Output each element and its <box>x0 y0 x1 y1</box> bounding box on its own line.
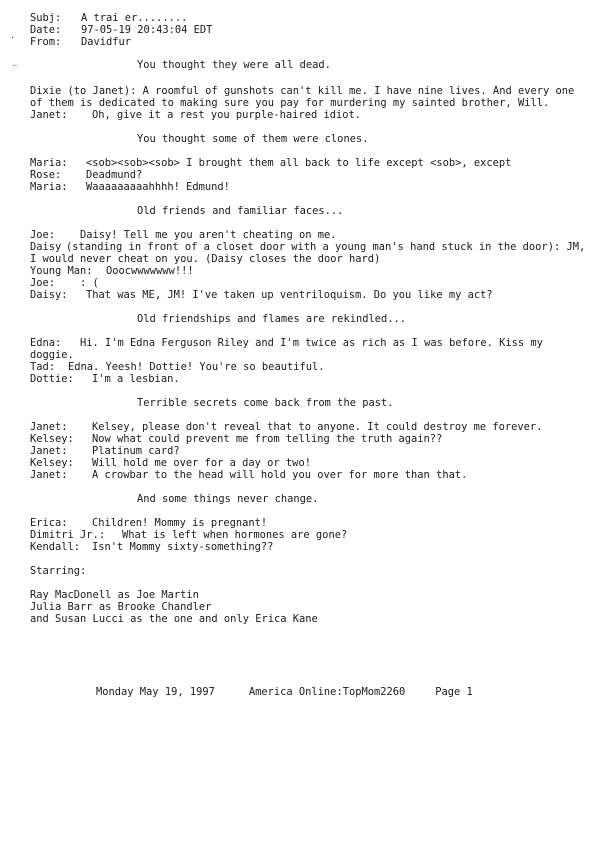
cast-line: and Susan Lucci as the one and only Erica Kane <box>30 613 318 625</box>
line-text: That was ME, JM! I've taken up ventriloquism. Do you like my act? <box>86 289 493 301</box>
speaker: Dixie (to Janet): <box>30 85 137 97</box>
margin-mark: ‥ <box>12 59 18 68</box>
speaker: Rose: <box>30 169 62 181</box>
line-text: Deadmund? <box>86 169 143 181</box>
dialogue-line <box>30 85 592 109</box>
speaker: Joe: <box>30 229 56 241</box>
speaker: Young Man: <box>30 265 93 277</box>
dialogue-line <box>30 109 592 121</box>
speaker: Janet: <box>30 109 68 121</box>
dialogue-line <box>30 373 592 385</box>
header-subject <box>30 12 187 24</box>
dialogue-line <box>30 241 592 265</box>
header-from <box>30 36 131 48</box>
speaker: Tad: <box>30 361 56 373</box>
footer-source: America Online:TopMom2260 <box>248 686 406 698</box>
line-text: What is left when hormones are gone? <box>122 529 348 541</box>
dialogue-line <box>30 361 592 373</box>
line-text: Oh, give it a rest you purple-haired idiot. <box>92 109 361 121</box>
speaker: Daisy: <box>30 289 68 301</box>
line-text: Hi. I'm Edna Ferguson Riley and I'm twice as rich as I was before. Kiss my doggie. <box>30 337 550 361</box>
subject-label: Subj: <box>30 12 62 24</box>
footer-date: Monday May 19, 1997 <box>96 686 215 698</box>
line-text: A roomful of gunshots can't kill me. I have nine lives. And every one of them is dedicated to making sure you pay for murdering my sainted brother, Will. <box>30 85 581 109</box>
dialogue-line <box>30 169 592 181</box>
dialogue-line <box>30 157 592 169</box>
speaker: Kendall: <box>30 541 81 553</box>
speaker: Dottie: <box>30 373 74 385</box>
date-label: Date: <box>30 24 62 36</box>
starring-label: Starring: <box>30 565 87 577</box>
line-text: Edna. Yeesh! Dottie! You're so beautiful. <box>68 361 325 373</box>
line-text: I'm a lesbian. <box>92 373 180 385</box>
footer-page: Page 1 <box>435 686 473 698</box>
page-footer <box>96 686 473 698</box>
cast-line: Julia Barr as Brooke Chandler <box>30 601 212 613</box>
dialogue-line <box>30 277 592 289</box>
date-value: 97-05-19 20:43:04 EDT <box>81 24 213 36</box>
dialogue-line <box>30 529 592 541</box>
line-text: Isn't Mommy sixty-something?? <box>92 541 274 553</box>
speaker: Maria: <box>30 181 68 193</box>
line-text: Ooocwwwwwww!!! <box>106 265 194 277</box>
line-text: Children! Mommy is pregnant! <box>92 517 268 529</box>
dialogue-line <box>30 337 592 361</box>
line-text: Will hold me over for a day or two! <box>92 457 311 469</box>
cast-line: Ray MacDonell as Joe Martin <box>30 589 199 601</box>
speaker: Janet: <box>30 445 68 457</box>
speaker: Kelsey: <box>30 433 74 445</box>
section-caption: You thought some of them were clones. <box>137 133 369 145</box>
section-caption: Old friends and familiar faces... <box>137 205 344 217</box>
dialogue-line <box>30 433 592 445</box>
speaker: Kelsey: <box>30 457 74 469</box>
document-body <box>30 59 592 625</box>
dialogue-line <box>30 541 592 553</box>
speaker: Joe: <box>30 277 56 289</box>
line-text: Daisy! Tell me you aren't cheating on me. <box>80 229 337 241</box>
dialogue-line <box>30 229 592 241</box>
line-text: (standing in front of a closet door with a young man's hand stuck in the door): JM, I would never cheat on you. (Daisy closes the door hard) <box>30 241 592 265</box>
line-text: : ( <box>80 277 99 289</box>
section-caption: You thought they were all dead. <box>137 59 331 71</box>
speaker: Maria: <box>30 157 68 169</box>
speaker: Erica: <box>30 517 68 529</box>
line-text: Now what could prevent me from telling the truth again?? <box>92 433 443 445</box>
speaker: Edna: <box>30 337 62 349</box>
dialogue-line <box>30 421 592 433</box>
header-date <box>30 24 212 36</box>
speaker: Janet: <box>30 469 68 481</box>
dialogue-line <box>30 469 592 481</box>
dialogue-line <box>30 289 592 301</box>
margin-mark: · <box>10 33 15 42</box>
line-text: A crowbar to the head will hold you over for more than that. <box>92 469 468 481</box>
speaker: Janet: <box>30 421 68 433</box>
subject-value: A trai er........ <box>81 12 188 24</box>
dialogue-line <box>30 445 592 457</box>
from-value: Davidfur <box>81 36 132 48</box>
section-caption: Old friendships and flames are rekindled... <box>137 313 406 325</box>
line-text: <sob><sob><sob> I brought them all back to life except <sob>, except <box>86 157 512 169</box>
dialogue-line <box>30 517 592 529</box>
line-text: Waaaaaaaaahhhh! Edmund! <box>86 181 230 193</box>
dialogue-line <box>30 265 592 277</box>
dialogue-line <box>30 457 592 469</box>
speaker: Daisy <box>30 241 62 253</box>
from-label: From: <box>30 36 62 48</box>
speaker: Dimitri Jr.: <box>30 529 106 541</box>
line-text: Kelsey, please don't reveal that to anyone. It could destroy me forever. <box>92 421 543 433</box>
section-caption: And some things never change. <box>137 493 319 505</box>
dialogue-line <box>30 181 592 193</box>
line-text: Platinum card? <box>92 445 180 457</box>
section-caption: Terrible secrets come back from the past. <box>137 397 394 409</box>
